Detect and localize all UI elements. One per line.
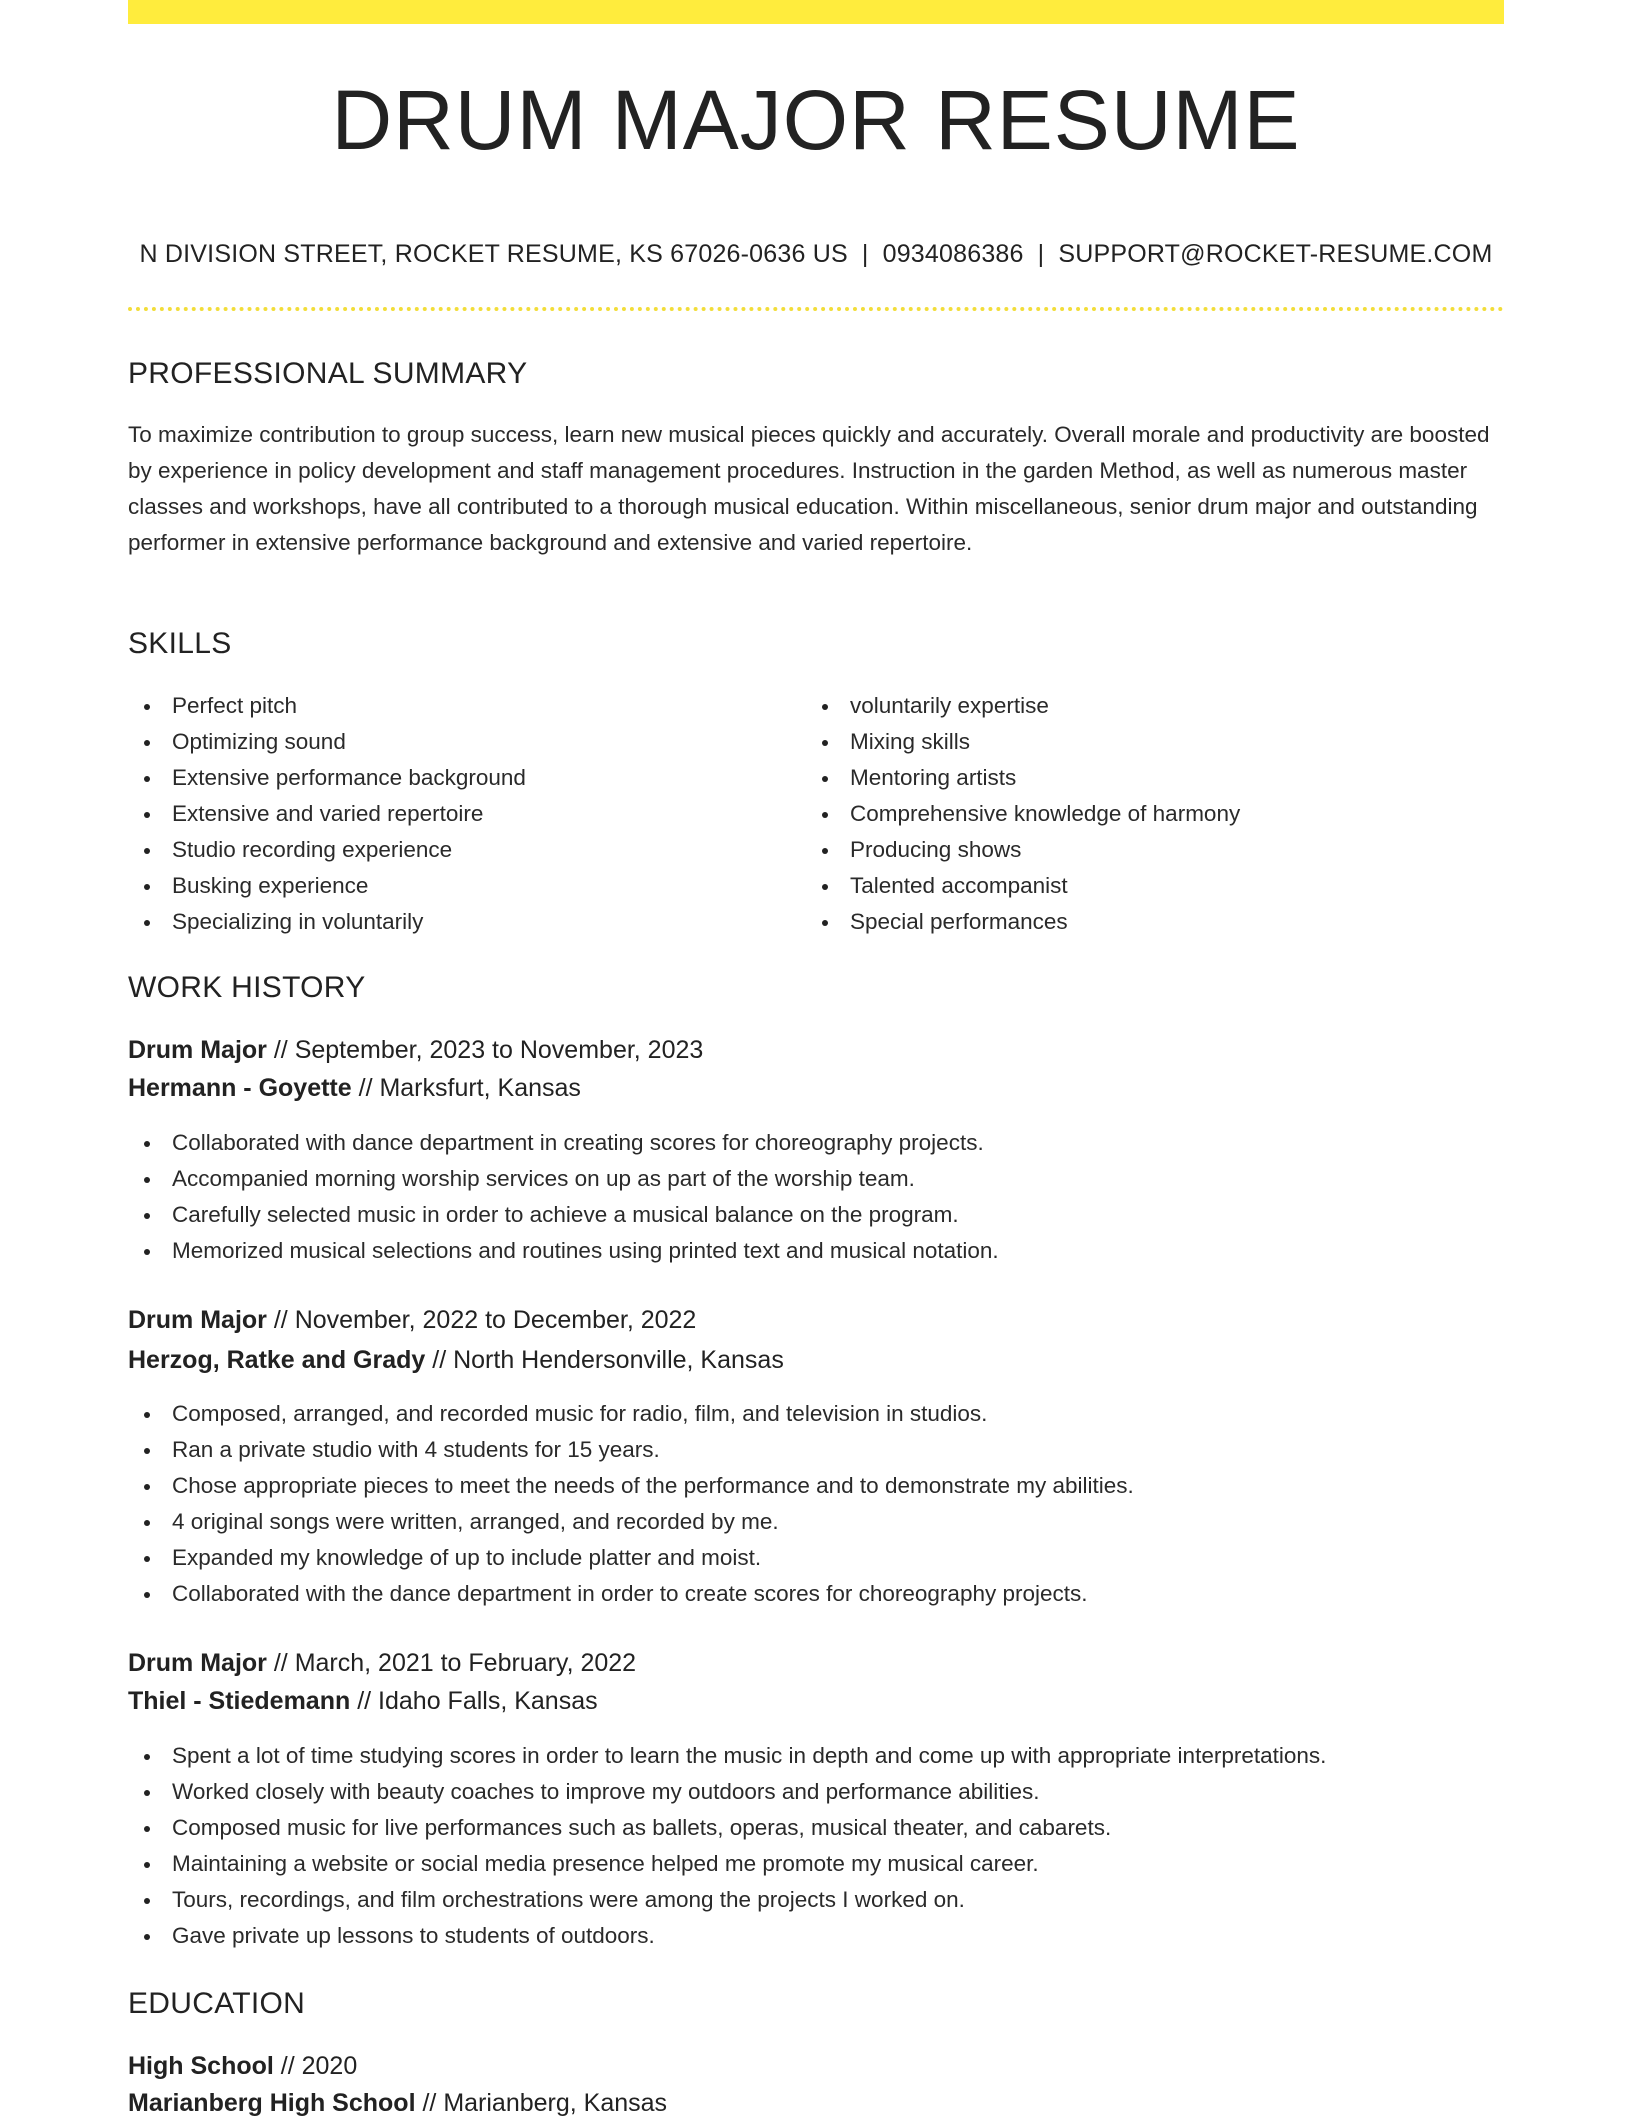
job-title-line xyxy=(128,1306,696,1335)
skills-list-right xyxy=(806,688,1504,940)
resume-title: DRUM MAJOR RESUME xyxy=(331,73,1301,167)
job-bullet: Accompanied morning worship services on up as part of the worship team. xyxy=(128,1161,1504,1197)
contact-separator: | xyxy=(1037,240,1045,268)
job-company-line xyxy=(128,1074,581,1103)
education-degree: High School xyxy=(128,2052,274,2080)
job-title: Drum Major xyxy=(128,1306,267,1334)
contact-line xyxy=(128,240,1504,269)
job-bullets xyxy=(128,1396,1504,1612)
job-bullet: Collaborated with the dance department in order to create scores for choreography projects. xyxy=(128,1576,1504,1612)
skill-item: Perfect pitch xyxy=(128,688,788,724)
job-bullet: Chose appropriate pieces to meet the needs of the performance and to demonstrate my abilities. xyxy=(128,1468,1504,1504)
skill-item: Busking experience xyxy=(128,868,788,904)
skill-item: Talented accompanist xyxy=(806,868,1504,904)
contact-phone[interactable]: 0934086386 xyxy=(882,240,1024,268)
skill-item: Comprehensive knowledge of harmony xyxy=(806,796,1504,832)
contact-email[interactable]: SUPPORT@ROCKET-RESUME.COM xyxy=(1058,240,1493,268)
job-bullet: Gave private up lessons to students of outdoors. xyxy=(128,1918,1504,1954)
education-location: // Marianberg, Kansas xyxy=(415,2089,668,2117)
job-location: // North Hendersonville, Kansas xyxy=(425,1346,784,1374)
job-bullets xyxy=(128,1125,1504,1269)
contact-separator: | xyxy=(861,240,869,268)
job-bullet: 4 original songs were written, arranged, and recorded by me. xyxy=(128,1504,1504,1540)
job-bullet: Maintaining a website or social media presence helped me promote my musical career. xyxy=(128,1846,1504,1882)
job-title: Drum Major xyxy=(128,1036,267,1064)
skill-item: Mixing skills xyxy=(806,724,1504,760)
dotted-divider xyxy=(128,307,1504,311)
job-bullet: Composed music for live performances such as ballets, operas, musical theater, and cabarets. xyxy=(128,1810,1504,1846)
job-dates: // November, 2022 to December, 2022 xyxy=(266,1306,697,1334)
education-year: // 2020 xyxy=(273,2052,358,2080)
skill-item: voluntarily expertise xyxy=(806,688,1504,724)
education-heading: EDUCATION xyxy=(128,1987,306,2020)
skill-item: Mentoring artists xyxy=(806,760,1504,796)
job-company-line xyxy=(128,1346,784,1375)
skill-item: Extensive performance background xyxy=(128,760,788,796)
job-dates: // March, 2021 to February, 2022 xyxy=(266,1649,637,1677)
job-company: Thiel - Stiedemann xyxy=(128,1687,351,1715)
job-bullet: Tours, recordings, and film orchestrations were among the projects I worked on. xyxy=(128,1882,1504,1918)
job-bullet: Ran a private studio with 4 students for 15 years. xyxy=(128,1432,1504,1468)
job-bullet: Composed, arranged, and recorded music for radio, film, and television in studios. xyxy=(128,1396,1504,1432)
skill-item: Studio recording experience xyxy=(128,832,788,868)
job-company: Hermann - Goyette xyxy=(128,1074,352,1102)
job-bullet: Expanded my knowledge of up to include platter and moist. xyxy=(128,1540,1504,1576)
job-location: // Idaho Falls, Kansas xyxy=(350,1687,598,1715)
top-accent-bar xyxy=(128,0,1504,24)
skill-item: Producing shows xyxy=(806,832,1504,868)
summary-heading: PROFESSIONAL SUMMARY xyxy=(128,357,528,390)
job-dates: // September, 2023 to November, 2023 xyxy=(266,1036,704,1064)
contact-address: N DIVISION STREET, ROCKET RESUME, KS 67026-0636 US xyxy=(139,240,848,268)
job-bullet: Carefully selected music in order to achieve a musical balance on the program. xyxy=(128,1197,1504,1233)
job-location: // Marksfurt, Kansas xyxy=(351,1074,581,1102)
skill-item: Extensive and varied repertoire xyxy=(128,796,788,832)
job-bullet: Memorized musical selections and routines using printed text and musical notation. xyxy=(128,1233,1504,1269)
job-title-line xyxy=(128,1036,703,1065)
summary-text: To maximize contribution to group success, learn new musical pieces quickly and accurately. Overall morale and productivity are boosted by experience in policy development and staff management procedures. Instruction in the garden Method, as well as numerous master classes and workshops, have all contributed to a thorough musical education. Within miscellaneous, senior drum major and outstanding performer in extensive performance background and extensive and varied repertoire. xyxy=(128,422,1490,555)
job-title-line xyxy=(128,1649,636,1678)
education-school-line xyxy=(128,2089,667,2118)
work-heading: WORK HISTORY xyxy=(128,971,366,1004)
skills-list-left xyxy=(128,688,788,940)
education-school: Marianberg High School xyxy=(128,2089,416,2117)
education-degree-line xyxy=(128,2052,357,2081)
job-bullets xyxy=(128,1738,1504,1954)
job-bullet: Spent a lot of time studying scores in order to learn the music in depth and come up with appropriate interpretations. xyxy=(128,1738,1504,1774)
job-company-line xyxy=(128,1687,598,1716)
job-bullet: Worked closely with beauty coaches to improve my outdoors and performance abilities. xyxy=(128,1774,1504,1810)
job-company: Herzog, Ratke and Grady xyxy=(128,1346,426,1374)
skills-heading: SKILLS xyxy=(128,627,232,660)
job-bullet: Collaborated with dance department in creating scores for choreography projects. xyxy=(128,1125,1504,1161)
skill-item: Optimizing sound xyxy=(128,724,788,760)
job-title: Drum Major xyxy=(128,1649,267,1677)
skill-item: Specializing in voluntarily xyxy=(128,904,788,940)
skill-item: Special performances xyxy=(806,904,1504,940)
